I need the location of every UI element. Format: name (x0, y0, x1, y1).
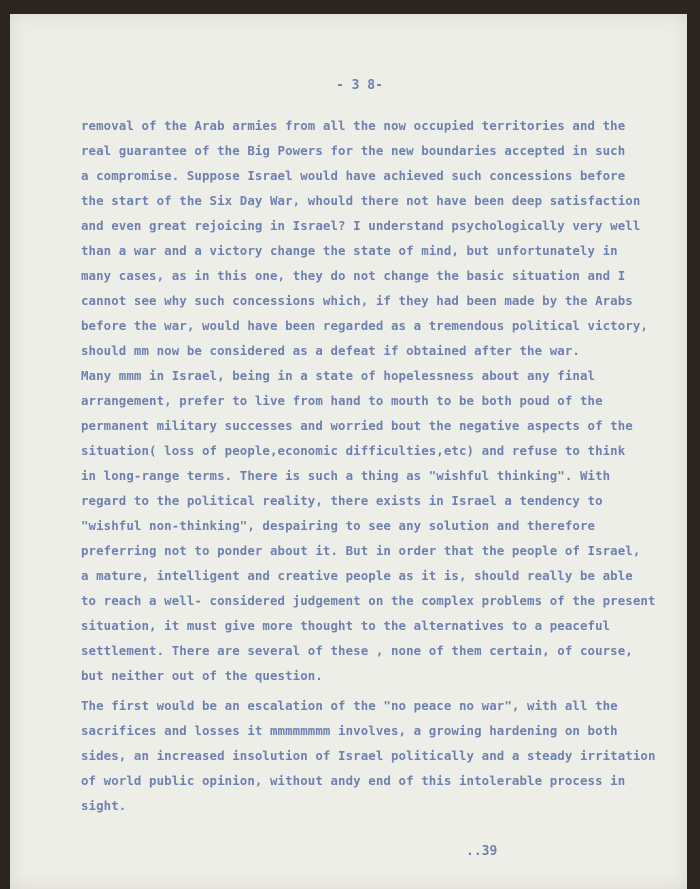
text-line: preferring not to ponder about it. But in order that the people of Israel, (81, 543, 641, 558)
text-line: situation, it must give more thought to the alternatives to a peaceful (81, 618, 611, 633)
text-line: permanent military successes and worried bout the negative aspects of the (81, 418, 633, 433)
text-line: but neither out of the question. (81, 668, 323, 683)
text-line: sides, an increased insolution of Israel politically and a steady irritation (81, 748, 656, 763)
text-line: regard to the political reality, there exists in Israel a tendency to (81, 493, 603, 508)
text-line: removal of the Arab armies from all the now occupied territories and the (81, 118, 626, 133)
page-number: - 3 8- (336, 78, 383, 93)
next-page-marker: ..39 (466, 844, 498, 859)
text-line: sacrifices and losses it mmmmmmmm involves, a growing hardening on both (81, 723, 618, 738)
text-line: of world public opinion, without andy end of this intolerable process in (81, 773, 626, 788)
text-line: than a war and a victory change the state of mind, but unfortunately in (81, 243, 618, 258)
text-line: and even great rejoicing in Israel? I understand psychologically very well (81, 218, 641, 233)
text-line: real guarantee of the Big Powers for the new boundaries accepted in such (81, 143, 626, 158)
text-line: a compromise. Suppose Israel would have achieved such concessions before (81, 168, 626, 183)
text-line: cannot see why such concessions which, if they had been made by the Arabs (81, 293, 633, 308)
document-page (10, 14, 687, 889)
text-line: the start of the Six Day War, whould there not have been deep satisfaction (81, 193, 641, 208)
text-line: in long-range terms. There is such a thing as "wishful thinking". With (81, 468, 611, 483)
text-line: a mature, intelligent and creative people as it is, should really be able (81, 568, 633, 583)
text-line: settlement. There are several of these , none of them certain, of course, (81, 643, 633, 658)
text-line: arrangement, prefer to live from hand to mouth to be both poud of the (81, 393, 603, 408)
text-line: should mm now be considered as a defeat if obtained after the war. (81, 343, 580, 358)
text-line: before the war, would have been regarded as a tremendous political victory, (81, 318, 648, 333)
text-line: sight. (81, 798, 127, 813)
text-line: "wishful non-thinking", despairing to see any solution and therefore (81, 518, 596, 533)
text-line: to reach a well- considered judgement on the complex problems of the present (81, 593, 656, 608)
text-line: many cases, as in this one, they do not change the basic situation and I (81, 268, 626, 283)
text-line: Many mmm in Israel, being in a state of hopelessness about any final (81, 368, 596, 383)
text-line: The first would be an escalation of the "no peace no war", with all the (81, 698, 618, 713)
text-line: situation( loss of people,economic difficulties,etc) and refuse to think (81, 443, 626, 458)
